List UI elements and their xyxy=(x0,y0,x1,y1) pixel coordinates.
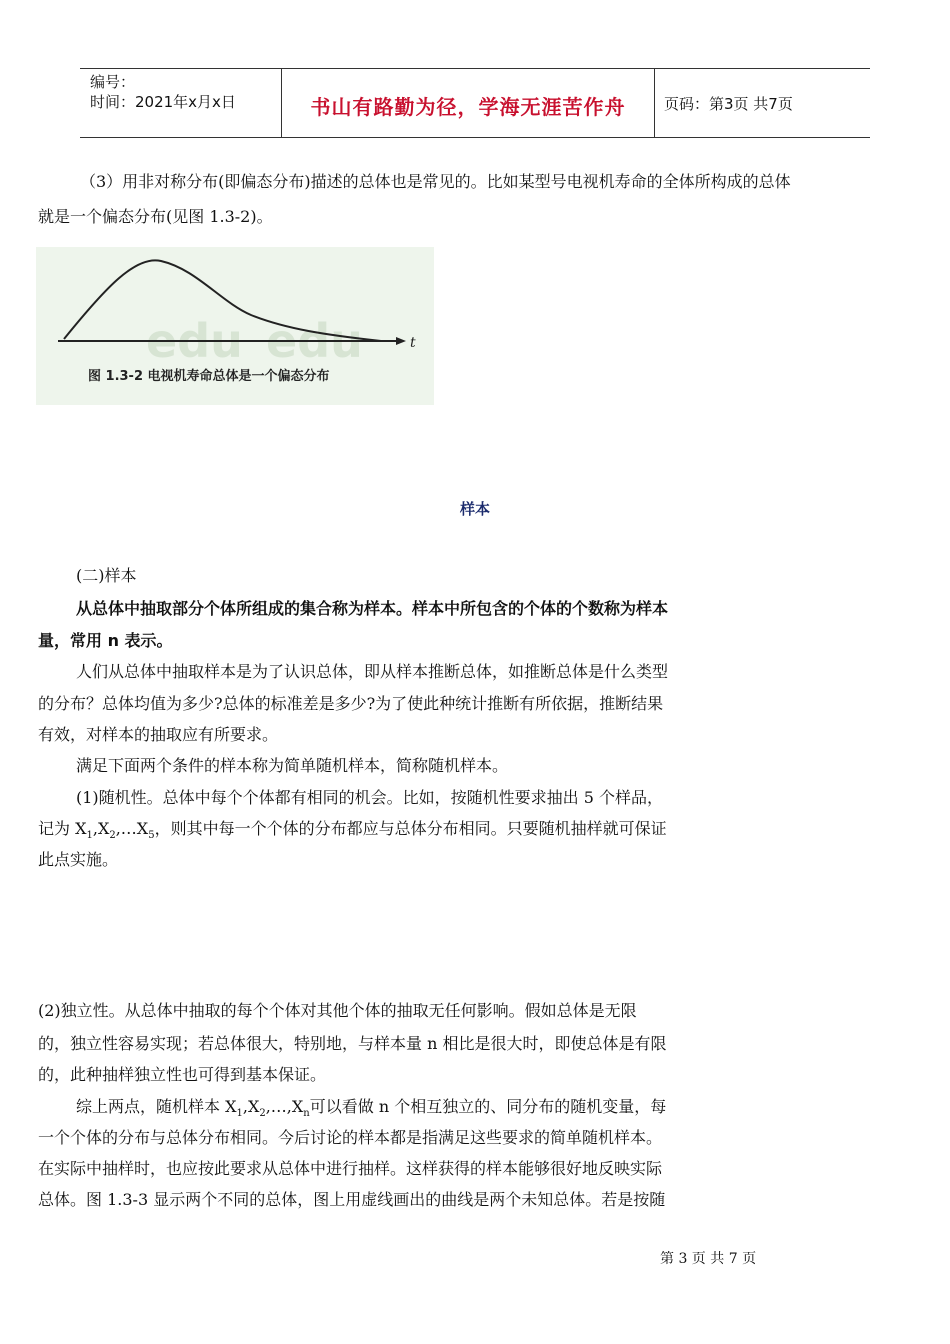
section-heading: 样本 xyxy=(459,500,490,518)
skewed-distribution-figure xyxy=(36,247,434,405)
para1-line-1: 人们从总体中抽取样本是为了认识总体，即从样本推断总体，如推断总体是什么类型 xyxy=(76,662,669,681)
intro-line-2: 就是一个偏态分布(见图 1.3-2)。 xyxy=(38,207,273,226)
para2-line: 满足下面两个条件的样本称为简单随机样本，简称随机样本。 xyxy=(76,756,509,775)
header-meta xyxy=(80,69,282,137)
para3-line-3: 此点实施。 xyxy=(38,850,119,869)
para1-line-2: 的分布？总体均值为多少?总体的标准差是多少?为了使此种统计推断有所依据，推断结果 xyxy=(38,694,664,713)
watermark-text-2: edu xyxy=(266,314,363,368)
definition-line-2: 量，常用 n 表示。 xyxy=(38,631,173,650)
axis-label-t: t xyxy=(410,335,416,351)
para1-line-3: 有效，对样本的抽取应有所要求。 xyxy=(38,725,279,744)
figure-caption: 图 1.3-2 电视机寿命总体是一个偏态分布 xyxy=(88,369,330,384)
number-label: 编号： xyxy=(90,73,136,91)
intro-line-1: （3）用非对称分布(即偏态分布)描述的总体也是常见的。比如某型号电视机寿命的全体所构成的总体 xyxy=(80,172,791,191)
motto: 书山有路勤为径，学海无涯苦作舟 xyxy=(310,95,626,119)
para4-line-3: 的，此种抽样独立性也可得到基本保证。 xyxy=(38,1065,327,1084)
figure-graphic xyxy=(36,247,434,405)
page-header xyxy=(80,68,870,138)
para4-line-1: (2)独立性。从总体中抽取的每个个体对其他个体的抽取无任何影响。假如总体是无限 xyxy=(38,1001,637,1020)
definition-line-1: 从总体中抽取部分个体所组成的集合称为样本。样本中所包含的个体的个数称为样本 xyxy=(76,599,669,618)
para5-line-1: 综上两点，随机样本 $X_1,X_2,\dots,X_n$可以看做 n 个相互独立的、同分布的随机变量，每 xyxy=(76,1097,667,1120)
x-axis-arrow xyxy=(396,337,406,345)
para4-line-2: 的，独立性容易实现；若总体很大，特别地，与样本量 n 相比是很大时，即使总体是有限 xyxy=(38,1034,667,1053)
header-motto-cell xyxy=(282,69,655,137)
page-footer: 第 3 页 共 7 页 xyxy=(660,1251,757,1267)
para3-line-1: (1)随机性。总体中每个个体都有相同的机会。比如，按随机性要求抽出 5 个样品， xyxy=(76,788,664,807)
date-line: 时间：2021年x月x日 xyxy=(90,93,236,111)
para3-line-2-pre: 记为 X xyxy=(38,819,87,838)
watermark-text-1: edu xyxy=(146,314,243,368)
para5-line-4: 总体。图 1.3-3 显示两个不同的总体，图上用虚线画出的曲线是两个未知总体。若是按随 xyxy=(38,1190,666,1209)
para5-line-3: 在实际中抽样时，也应按此要求从总体中进行抽样。这样获得的样本能够很好地反映实际 xyxy=(38,1159,663,1178)
para3-line-2: 记为 $X_1,X_2,\dots X_5$，则其中每一个个体的分布都应与总体分布相同。只要随机抽样就可保证 xyxy=(38,819,667,842)
para5-line-2: 一个个体的分布与总体分布相同。今后讨论的样本都是指满足这些要求的简单随机样本。 xyxy=(38,1128,663,1147)
page-info: 页码：第3页 共7页 xyxy=(664,95,793,113)
sub-title: (二)样本 xyxy=(76,566,137,585)
para5-line-1-pre: 综上两点，随机样本 X xyxy=(76,1097,237,1116)
header-page-cell xyxy=(655,69,870,137)
para3-line-2-post: ，则其中每一个个体的分布都应与总体分布相同。只要随机抽样就可保证 xyxy=(154,819,667,838)
para5-line-1-post: 可以看做 n 个相互独立的、同分布的随机变量，每 xyxy=(309,1097,667,1116)
